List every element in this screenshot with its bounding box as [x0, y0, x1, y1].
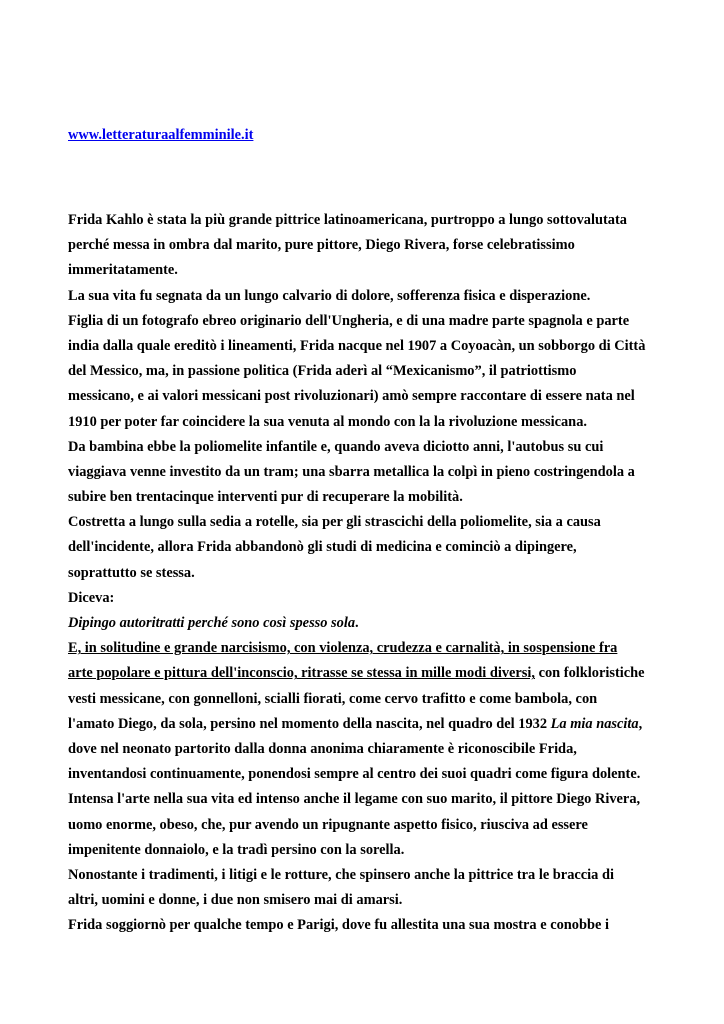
text-line: altri, uomini e donne, i due non smisero mai di amarsi. — [68, 892, 403, 909]
underlined-text: arte popolare e pittura dell'inconscio, ritrasse se stessa in mille modi diversi, — [68, 665, 535, 682]
text-line: vesti messicane, con gonnelloni, scialli fiorati, come cervo trafitto e come bambola, con — [68, 690, 598, 707]
text-line — [68, 712, 668, 737]
text-line: dove nel neonato partorito dalla donna anonima chiaramente è riconoscibile Frida, — [68, 740, 577, 757]
text-line: messicano, e ai valori messicani post rivoluzionari) amò sempre raccontare di essere nata nel — [68, 388, 635, 405]
text-line: Da bambina ebbe la poliomelite infantile e, quando aveva diciotto anni, l'autobus su cui — [68, 438, 604, 455]
quote-text: Dipingo autoritratti perché sono così spesso sola — [68, 615, 356, 631]
text-line: 1910 per poter far coincidere la sua venuta al mondo con la la rivoluzione messicana. — [68, 413, 587, 430]
text-line: La sua vita fu segnata da un lungo calvario di dolore, sofferenza fisica e disperazione. — [68, 287, 591, 304]
text-line: Intensa l'arte nella sua vita ed intenso anche il legame con suo marito, il pittore Diego Rivera, — [68, 791, 641, 808]
text-fragment: con folkloristiche — [535, 665, 645, 682]
underlined-text: E, in solitudine e grande narcisismo, con violenza, crudezza e carnalità, in sospensione fra — [68, 640, 618, 657]
quote-line — [68, 611, 668, 636]
text-line: Frida Kahlo è stata la più grande pittrice latinoamericana, purtroppo a lungo sottovalutata — [68, 212, 627, 228]
website-link[interactable]: www.letteraturaalfemminile.it — [68, 127, 254, 143]
text-line: impenitente donnaiolo, e la tradì persino con la sorella. — [68, 841, 405, 858]
text-line: soprattutto se stessa. — [68, 564, 195, 581]
text-line: Figlia di un fotografo ebreo originario dell'Ungheria, e di una madre parte spagnola e parte — [68, 312, 630, 329]
text-line: inventandosi continuamente, ponendosi sempre al centro dei suoi quadri come figura dolente. — [68, 766, 641, 783]
quote-period: . — [355, 615, 359, 631]
text-line: Nonostante i tradimenti, i litigi e le rotture, che spinsero anche la pittrice tra le braccia di — [68, 866, 614, 883]
text-line: viaggiava venne investito da un tram; una sbarra metallica la colpì in pieno costringendola a — [68, 463, 635, 480]
painting-title: La mia nascita — [550, 715, 639, 732]
text-line: uomo enorme, obeso, che, pur avendo un ripugnante aspetto fisico, riusciva ad essere — [68, 816, 588, 833]
text-line: del Messico, ma, in passione politica (Frida aderì al “Mexicanismo”, il patriottismo — [68, 363, 577, 380]
text-line: perché messa in ombra dal marito, pure pittore, Diego Rivera, forse celebratissimo — [68, 237, 575, 254]
article-body — [68, 208, 668, 938]
text-line — [68, 636, 668, 661]
text-fragment: , — [638, 715, 643, 732]
text-line: subire ben trentacinque interventi pur di recuperare la mobilità. — [68, 489, 463, 506]
text-line: Costretta a lungo sulla sedia a rotelle, sia per gli strascichi della poliomelite, sia a causa — [68, 514, 601, 531]
text-line — [68, 661, 668, 686]
text-line: india dalla quale ereditò i lineamenti, Frida nacque nel 1907 a Coyoacàn, un sobborgo di Città — [68, 337, 646, 354]
text-line: immeritatamente. — [68, 262, 178, 279]
text-line: Frida soggiornò per qualche tempo e Parigi, dove fu allestita una sua mostra e conobbe i — [68, 917, 609, 934]
text-fragment: l'amato Diego, da sola, persino nel momento della nascita, nel quadro del 1932 — [68, 715, 551, 732]
text-line: dell'incidente, allora Frida abbandonò gli studi di medicina e cominciò a dipingere, — [68, 539, 577, 556]
text-line: Diceva: — [68, 589, 115, 606]
